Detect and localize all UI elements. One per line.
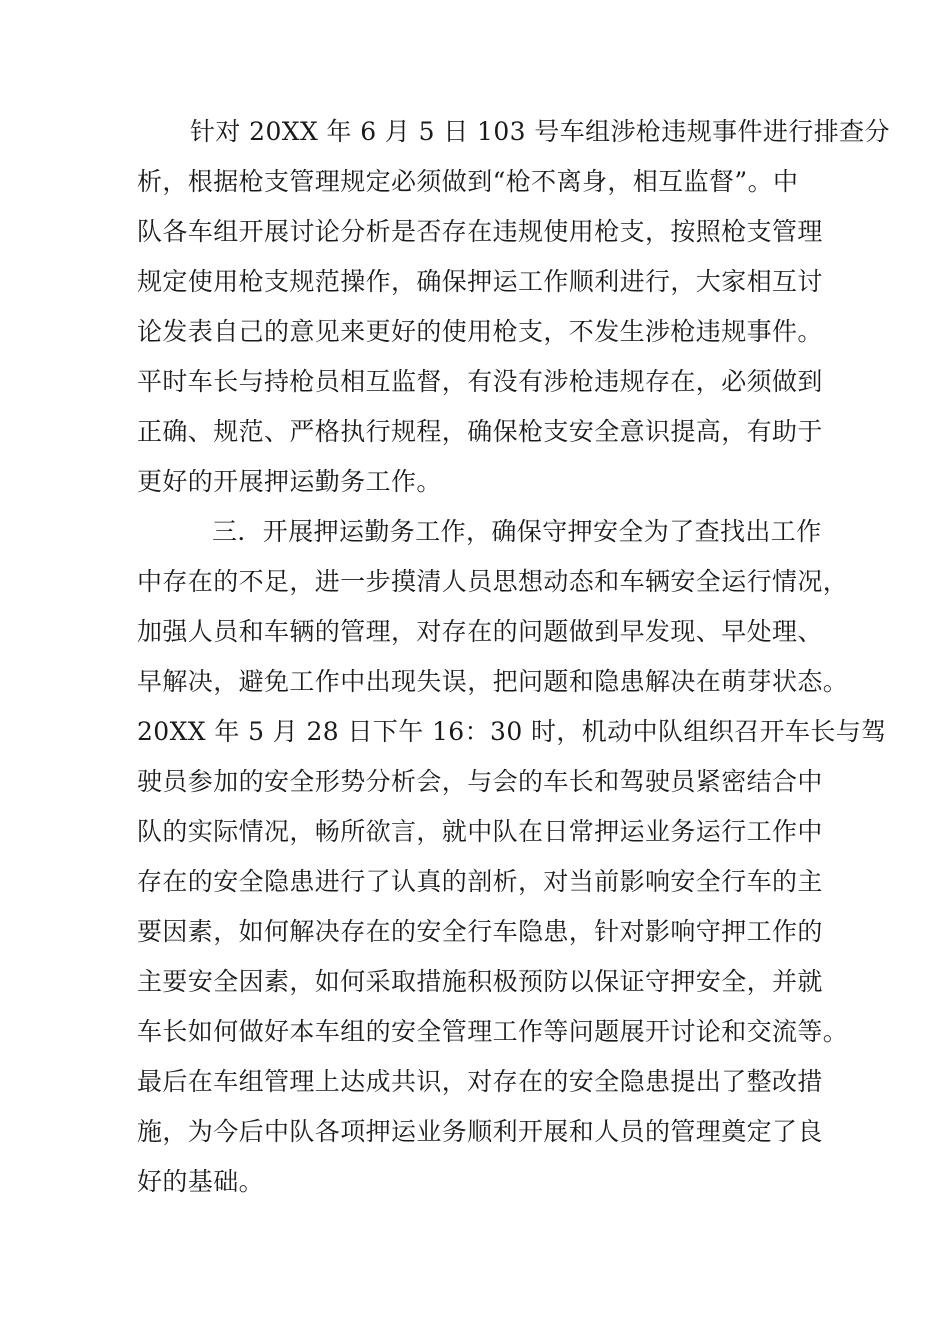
paragraph-1-line-8: 更好的开展押运勤务工作。 — [137, 467, 442, 496]
paragraph-1-line-6: 平时车长与持枪员相互监督，有没有涉枪违规存在，必须做到 — [137, 367, 823, 396]
paragraph-1-line-2: 析，根据枪支管理规定必须做到“枪不离身，相互监督”。中 — [137, 167, 799, 196]
paragraph-2-line-11: 车长如何做好本车组的安全管理工作等问题展开讨论和交流等。 — [137, 1017, 849, 1046]
paragraph-2-line-10: 主要安全因素，如何采取措施积极预防以保证守押安全，并就 — [137, 967, 823, 996]
paragraph-2-line-8: 存在的安全隐患进行了认真的剖析，对当前影响安全行车的主 — [137, 867, 823, 896]
paragraph-2-line-2: 中存在的不足，进一步摸清人员思想动态和车辆安全运行情况， — [137, 567, 849, 596]
paragraph-1-line-3: 队各车组开展讨论分析是否存在违规使用枪支，按照枪支管理 — [137, 217, 823, 246]
paragraph-2-line-5: 20XX 年 5 月 28 日下午 16：30 时，机动中队组织召开车长与驾 — [137, 717, 887, 746]
paragraph-1-line-5: 论发表自己的意见来更好的使用枪支，不发生涉枪违规事件。 — [137, 317, 823, 346]
paragraph-2-line-4: 早解决，避免工作中出现失误，把问题和隐患解决在萌芽状态。 — [137, 667, 849, 696]
paragraph-2-line-1: 三．开展押运勤务工作，确保守押安全为了查找出工作 — [212, 517, 822, 546]
paragraph-2-line-13: 施，为今后中队各项押运业务顺利开展和人员的管理奠定了良 — [137, 1117, 823, 1146]
paragraph-1-line-4: 规定使用枪支规范操作，确保押运工作顺利进行，大家相互讨 — [137, 267, 823, 296]
paragraph-2-line-3: 加强人员和车辆的管理，对存在的问题做到早发现、早处理、 — [137, 617, 823, 646]
paragraph-1-line-1: 针对 20XX 年 6 月 5 日 103 号车组涉枪违规事件进行排查分 — [190, 117, 890, 146]
paragraph-2-line-6: 驶员参加的安全形势分析会，与会的车长和驾驶员紧密结合中 — [137, 767, 823, 796]
paragraph-2-line-7: 队的实际情况，畅所欲言，就中队在日常押运业务运行工作中 — [137, 817, 823, 846]
paragraph-2-line-9: 要因素，如何解决存在的安全行车隐患，针对影响守押工作的 — [137, 917, 823, 946]
paragraph-2-line-12: 最后在车组管理上达成共识，对存在的安全隐患提出了整改措 — [137, 1067, 823, 1096]
paragraph-1-line-7: 正确、规范、严格执行规程，确保枪支安全意识提高，有助于 — [137, 417, 823, 446]
paragraph-2-line-14: 好的基础。 — [137, 1167, 265, 1196]
